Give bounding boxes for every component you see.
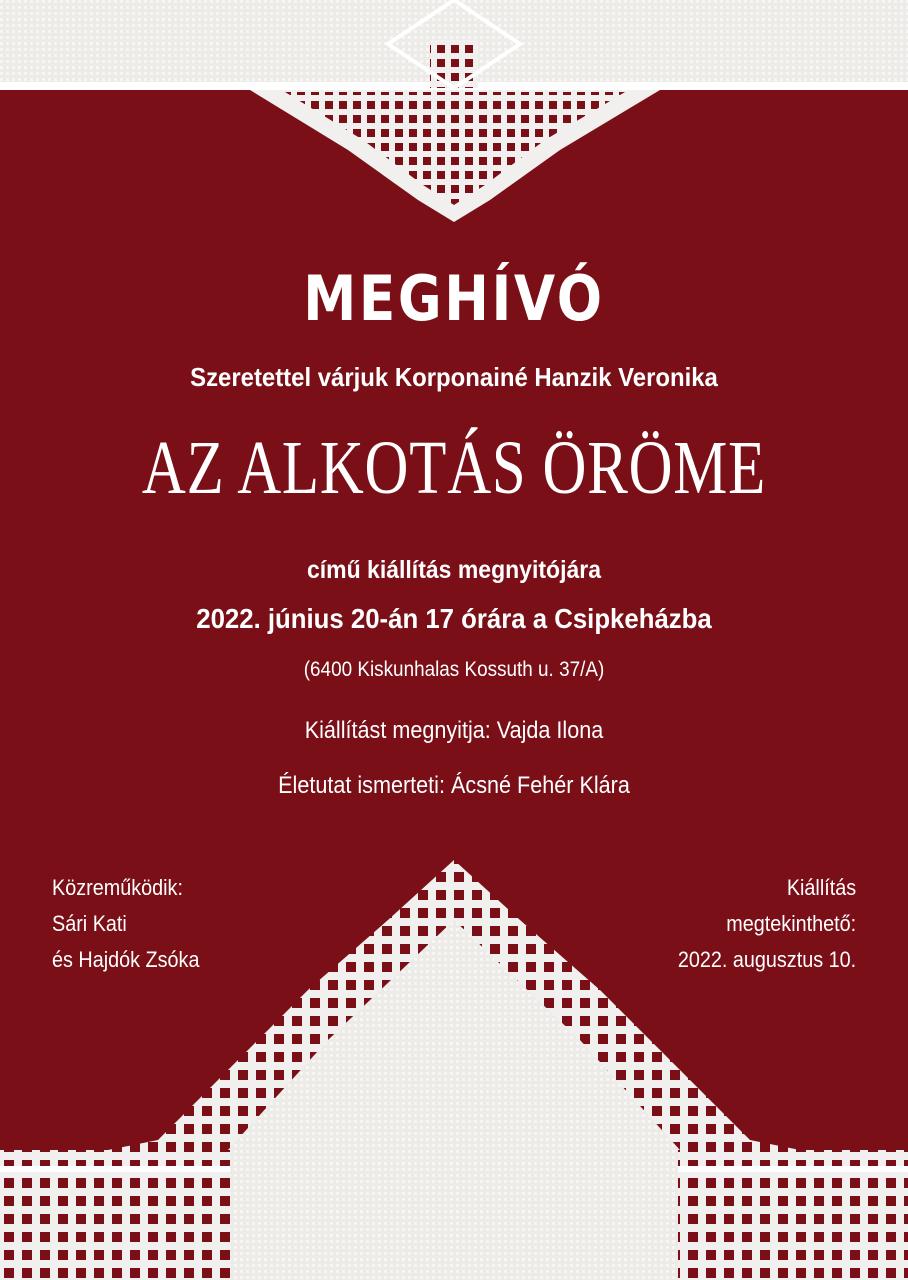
viewing-block [678, 870, 856, 978]
invitation-heading: MEGHÍVÓ [303, 262, 605, 335]
performers-block [52, 870, 199, 978]
welcome-line: Szeretettel várjuk Korponainé Hanzik Veronika [190, 362, 718, 392]
viewing-label: Kiállítás [786, 875, 856, 900]
performers-label: Közreműködik: [52, 875, 183, 900]
top-lace-decoration [0, 0, 908, 230]
biography-presenter: Életutat ismerteti: Ácsné Fehér Klára [278, 772, 630, 799]
exhibition-title: AZ ALKOTÁS ÖRÖME [141, 426, 767, 510]
performer-name: és Hajdók Zsóka [52, 947, 200, 972]
viewing-label-cont: megtekinthető: [726, 911, 856, 936]
viewing-end-date: 2022. augusztus 10. [677, 947, 856, 972]
exhibition-subtitle: című kiállítás megnyitójára [306, 556, 601, 584]
exhibition-opener: Kiállítást megnyitja: Vajda Ilona [304, 717, 604, 744]
performer-name: Sári Kati [52, 911, 127, 936]
event-address: (6400 Kiskunhalas Kossuth u. 37/A) [303, 658, 605, 681]
event-date-place: 2022. június 20-án 17 órára a Csipkeházba [196, 603, 712, 634]
